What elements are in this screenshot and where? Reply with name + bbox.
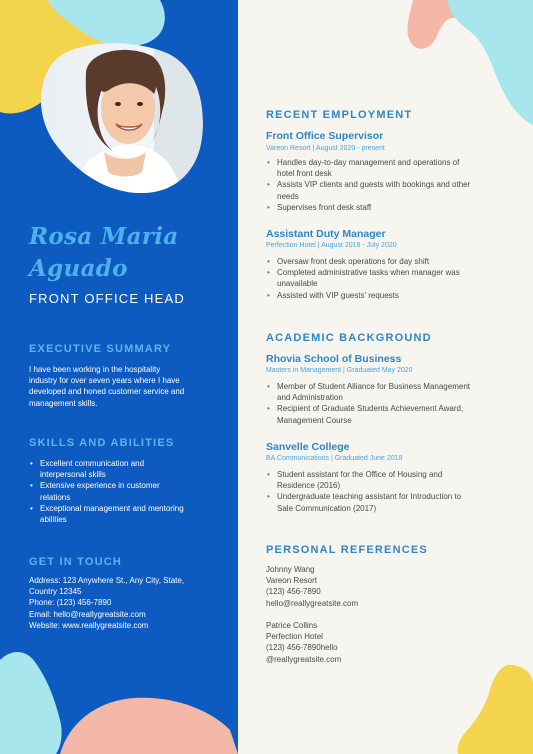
school-degree: Masters in Management | Graduated May 2020 (266, 367, 413, 374)
left-sidebar (0, 0, 238, 754)
summary-heading: EXECUTIVE SUMMARY (29, 343, 172, 355)
job-duty: • Oversaw front desk operations for day shift (266, 256, 502, 267)
candidate-title: FRONT OFFICE HEAD (29, 291, 185, 306)
school-name: Sanvelle College (266, 441, 350, 453)
contact-address: Address: 123 Anywhere St., Any City, State, (29, 576, 185, 585)
skills-heading: SKILLS AND ABILITIES (29, 437, 175, 449)
bottom-right-decorative-blobs (448, 665, 533, 754)
skill-item: • Exceptional management and mentoring abilities (29, 503, 219, 525)
summary-text: I have been working in the hospitality industry for over seven years where I have developed and honed customer service and management skills. (29, 365, 185, 408)
profile-photo (34, 42, 204, 194)
employment-heading: RECENT EMPLOYMENT (266, 109, 413, 121)
job-duty: • Supervises front desk staff (266, 202, 502, 213)
job-duty: • Assists VIP clients and guests with bookings and other needs (266, 179, 502, 201)
education-heading: ACADEMIC BACKGROUND (266, 332, 432, 344)
contact-phone: Phone: (123) 456-7890 (29, 598, 112, 608)
job-duty: • Assisted with VIP guests' requests (266, 290, 502, 301)
job-subtitle: Vareon Resort | August 2020 - present (266, 145, 385, 152)
job-title: Front Office Supervisor (266, 130, 384, 142)
school-detail: • Student assistant for the Office of Housing and Residence (2016) (266, 469, 502, 491)
school-detail: • Undergraduate teaching assistant for Introduction to Sale Communication (2017) (266, 491, 502, 513)
school-name: Rhovia School of Business (266, 353, 402, 365)
school-details-list (266, 469, 502, 514)
job-duties-list (266, 256, 502, 301)
contact-website: Website: www.reallygreatsite.com (29, 620, 149, 630)
contact-address-country: Country 12345 (29, 587, 82, 597)
school-detail: • Member of Student Alliance for Business Management and Administration (266, 381, 502, 403)
school-degree: BA Communications | Graduated June 2018 (266, 455, 403, 462)
contact-heading: GET IN TOUCH (29, 556, 123, 568)
reference-entry: Patrice Collins Perfection Hotel (123) 456-7890hello @reallygreatsite.com (266, 621, 342, 664)
contact-details (29, 575, 234, 631)
job-duties-list (266, 157, 502, 213)
job-subtitle: Perfection Hotel | August 2018 - July 2020 (266, 242, 397, 249)
reference-entry: Johnny Wang Vareon Resort (123) 456-7890 hello@reallygreatsite.com (266, 565, 359, 608)
job-duty: • Completed administrative tasks when manager was unavailable (266, 267, 502, 289)
references-heading: PERSONAL REFERENCES (266, 544, 428, 556)
skills-list (29, 458, 219, 525)
skill-item: • Excellent communication and interpersonal skills (29, 458, 219, 480)
skill-item: • Extensive experience in customer relations (29, 480, 219, 502)
bottom-left-decorative-blobs (0, 640, 238, 754)
job-duty: • Handles day-to-day management and operations of hotel front desk (266, 157, 502, 179)
school-detail: • Recipient of Graduate Students Achievement Award, Management Course (266, 403, 502, 425)
candidate-name: Rosa Maria Aguado (29, 223, 179, 282)
contact-email: Email: hello@reallygreatsite.com (29, 609, 146, 619)
school-details-list (266, 381, 502, 426)
job-title: Assistant Duty Manager (266, 228, 386, 240)
